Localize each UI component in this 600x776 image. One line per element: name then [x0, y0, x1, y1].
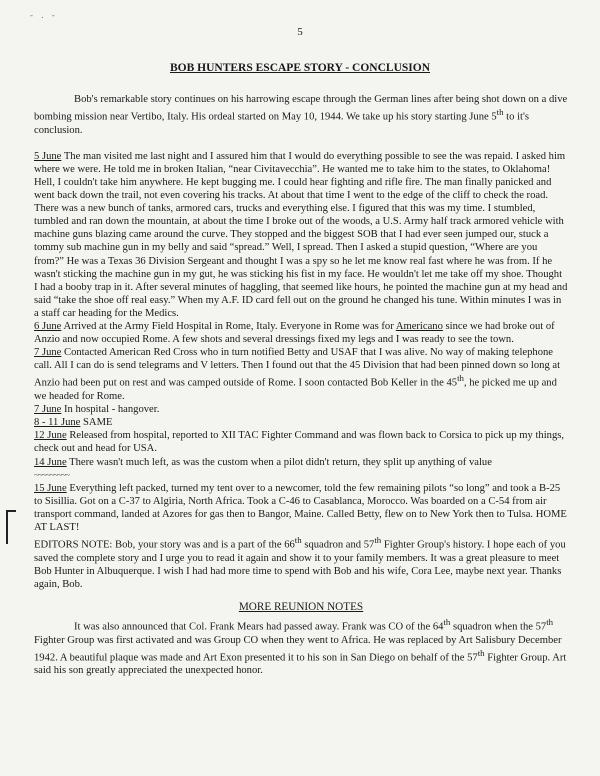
margin-bracket: [6, 510, 16, 544]
entry-june-8-11: 8 - 11 June SAME: [34, 417, 113, 429]
reunion-paragraph: It was also announced that Col. Frank Mears had passed away. Frank was CO of the 64th squadron when the 57th Fighter Group was first activated and was Group CO when they went to Africa. He was replaced by Art Salisbury December 1942. A beautiful plaque was made and Art Exon presented it to his son in San Diego on behalf of the 57th Fighter Group. Art said his son greatly appreciated the unexpected honor.: [34, 617, 567, 677]
entry-date: 5 June: [34, 150, 62, 162]
torn-line: [34, 469, 568, 482]
entry-june-6: 6 June Arrived at the Army Field Hospital in Rome, Italy. Everyone in Rome was for Americano since we had broke out of Anzio and now occupied Rome. A few shots and several dressings fixed my legs and I was ready to see the town.: [34, 321, 555, 346]
illegible-text: ~~~~~~~~~: [34, 469, 69, 480]
entry-date: 12 June: [34, 430, 67, 442]
intro-paragraph: Bob's remarkable story continues on his harrowing escape through the German lines after being shot down on a dive bombing mission near Vertibo, Italy. His ordeal started on May 10, 1944. We take up his story starting June 5th to it's conclusion.: [34, 94, 568, 136]
reunion-title: MORE REUNION NOTES: [238, 600, 364, 613]
page-number: 5: [297, 26, 303, 38]
entry-date: 8 - 11 June: [34, 417, 81, 429]
entry-date: 7 June: [34, 347, 62, 359]
corner-marks: - . -: [30, 10, 58, 20]
entry-date: 14 June: [34, 456, 67, 468]
entry-june-7b: 7 June In hospital - hangover.: [34, 404, 160, 416]
entry-date: 15 June: [34, 482, 67, 494]
entry-june-12: 12 June Released from hospital, reported to XII TAC Fighter Command and was flown back to Corsica to pick up my things, check out and head for USA.: [34, 430, 565, 455]
entry-date: 7 June: [34, 404, 62, 416]
article-title: BOB HUNTERS ESCAPE STORY - CONCLUSION: [170, 62, 430, 74]
entry-june-7a: 7 June Contacted American Red Cross who in turn notified Betty and USAF that I was alive. No way of making telephone call. All I can do is send telegrams and V letters. Then I found out that the 45 Division that had been pinned down so long at Anzio had been put on rest and was camped outside of Rome. I soon contacted Bob Keller in the 45th, he picked me up and we headed for Rome.: [34, 347, 561, 403]
entry-june-5: 5 June The man visited me last night and I assured him that I would do everything possible to see the was repaid. I asked him where we were. He told me in broken Italian, “near Civitavecchia”. He wanted me to take him to the states, to Oklahoma! Hell, I couldn't take him anywhere. He kept bugging me. I could hear fighting and rifle fire. The man finally panicked and went back down the trail, not even covering his tracks. At about that time I went to the edge of the cliff to check the road. There was a new bunch of tanks, armored cars, trucks and everything else. I figured that this was my time. I stumbled, tumbled and ran down the mountain, at about the time I broke out of the woods, a U.S. Army half track armored vehicle with machine guns blazing came around the curve. They stopped and the biggest SOB that I had ever seen jumped our, stuck a tommy sub machine gun in my belly and said “spread.” Well, I spread. Then I asked a stupid question, “Where are you from?” He was a Texas 36 Division Sergeant and thought I was a spy so he let me know real fast where he was from. If he wasn't sticking the machine gun in my gut, he was sticking his fist in my face. He wouldn't let me take off my shoe. Thought I had a booby trap in it. After several minutes of haggling, that seemed like hours, he pointed the machine gun at my head and said “take the shoe off real easy.” When my A.F. ID card fell out on the ground he changed his tune. Within minutes I was in a staff car heading for the Medics.: [34, 150, 568, 319]
article-body: [34, 93, 568, 678]
entry-june-14: 14 June There wasn't much left, as was the custom when a pilot didn't return, they split up anything of value: [34, 456, 492, 468]
entry-june-15: 15 June Everything left packed, turned my tent over to a newcomer, told the few remaining pilots “so long” and took a B-25 to Sisillia. Got on a C-37 to Algiria, North Africa. Took a C-46 to Casablanca, Morocco. Was boarded on a C-54 from air transport command, landed at Azores for gas then to Bangor, Maine. Called Betty, flew on to New York then to Tulsa. HOME AT LAST!: [34, 482, 567, 533]
editors-note: EDITORS NOTE: Bob, your story was and is a part of the 66th squadron and 57th Fighter Group's history. I hope each of you saved the complete story and I urge you to read it again and show it to your family members. It was a great pleasure to meet Bob Hunter in Albuquerque. I wish I had had more time to spend with Bob and his wife, Cora Lee, maybe next year. Thanks again, Bob.: [34, 535, 566, 590]
entry-date: 6 June: [34, 321, 62, 333]
